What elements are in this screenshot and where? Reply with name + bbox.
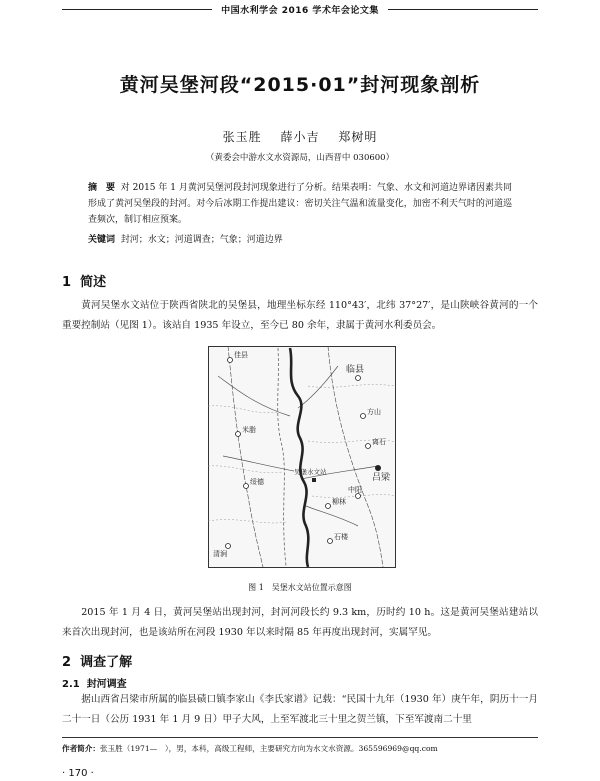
page-number: · 170 · <box>62 768 94 779</box>
subsection-title: 封河调查 <box>86 679 127 690</box>
map-label: 佳县 <box>234 351 248 359</box>
city-marker <box>226 544 231 549</box>
keywords <box>88 232 512 245</box>
subsection-number: 2.1 <box>62 679 80 690</box>
map-label: 绥德 <box>250 478 264 486</box>
map-label: 方山 <box>367 408 381 416</box>
paper-title: 黄河吴堡河段“2015·01”封河现象剖析 <box>119 74 481 96</box>
location-map <box>208 346 396 568</box>
section-2-heading <box>62 651 132 670</box>
footnote-rule <box>62 737 538 738</box>
city-marker <box>375 465 381 471</box>
affiliation: （黄委会中游水文水资源局，山西晋中 030600） <box>205 153 395 163</box>
city-marker <box>328 539 333 544</box>
abstract <box>88 180 512 228</box>
map-label: 吴堡水文站 <box>294 468 327 476</box>
map-label: 临县 <box>346 365 365 375</box>
section-title: 调查了解 <box>80 655 133 670</box>
city-marker <box>361 414 366 419</box>
city-marker <box>228 358 233 363</box>
author: 薛小吉 <box>280 130 320 144</box>
section-title: 简述 <box>80 275 107 290</box>
map-label: 吕梁 <box>372 473 391 483</box>
author-list <box>0 128 600 145</box>
map-label: 中阳 <box>348 486 362 494</box>
footnote-label: 作者简介： <box>62 744 100 753</box>
city-marker <box>236 432 241 437</box>
map-label: 离石 <box>372 438 386 446</box>
city-marker <box>366 444 371 449</box>
section-number: 1 <box>62 275 72 290</box>
running-header: 中国水利学会 2016 学术年会论文集 <box>221 6 379 16</box>
city-marker <box>356 494 361 499</box>
section-number: 2 <box>62 655 72 670</box>
abstract-label: 摘 要 <box>88 183 116 193</box>
abstract-text: 对 2015 年 1 月黄河吴堡河段封河现象进行了分析。结果表明：气象、水文和河道边界诸因素共同形成了黄河吴堡段的封河。对今后冰期工作提出建议：密切关注气温和流量变化，加密不利天气时的河道巡查频次，制订相应预案。 <box>88 183 512 225</box>
subsection-heading <box>62 675 127 690</box>
footnote-text: 张玉胜（1971— ），男，本科，高级工程师，主要研究方向为水文水资源。365596969@qq.com <box>99 744 438 753</box>
figure-caption: 图 1 吴堡水文站位置示意图 <box>248 583 352 592</box>
author: 郑树明 <box>338 130 378 144</box>
author-footnote <box>62 743 538 754</box>
paragraph-2: 2015 年 1 月 4 日，黄河吴堡站出现封河，封河河段长约 9.3 km，历时约 10 h。这是黄河吴堡站建站以来首次出现封河，也是该站所在河段 1930 年以来时隔 85 年再度出现封河，实属罕见。 <box>62 607 538 638</box>
keywords-label: 关键词 <box>88 235 116 245</box>
city-marker <box>244 484 249 489</box>
map-label: 清涧 <box>213 550 227 558</box>
section-1-heading <box>62 271 106 290</box>
station-marker <box>312 478 316 482</box>
map-label: 米脂 <box>242 426 256 434</box>
section-2-paragraph: 据山西省吕梁市所属的临县碛口镇李家山《李氏家谱》记载：“民国十九年（1930 年）庚午年，阴历十一月二十一日（公历 1931 年 1 月 9 日）甲子大风，上至军渡北三十里之贺兰镇，下至军渡南二十里 <box>62 694 538 725</box>
city-marker <box>326 504 331 509</box>
section-1-paragraph: 黄河吴堡水文站位于陕西省陕北的吴堡县，地理坐标东经 110°43′，北纬 37°27′，是山陕峡谷黄河的一个重要控制站（见图 1）。该站自 1935 年设立，至今已 80 余年，隶属于黄河水利委员会。 <box>62 300 538 331</box>
map-label: 石楼 <box>334 533 348 541</box>
author: 张玉胜 <box>222 130 262 144</box>
map-label: 柳林 <box>332 498 346 506</box>
city-marker <box>356 376 361 381</box>
keywords-text: 封河；水文；河道调查；气象；河道边界 <box>120 235 283 245</box>
